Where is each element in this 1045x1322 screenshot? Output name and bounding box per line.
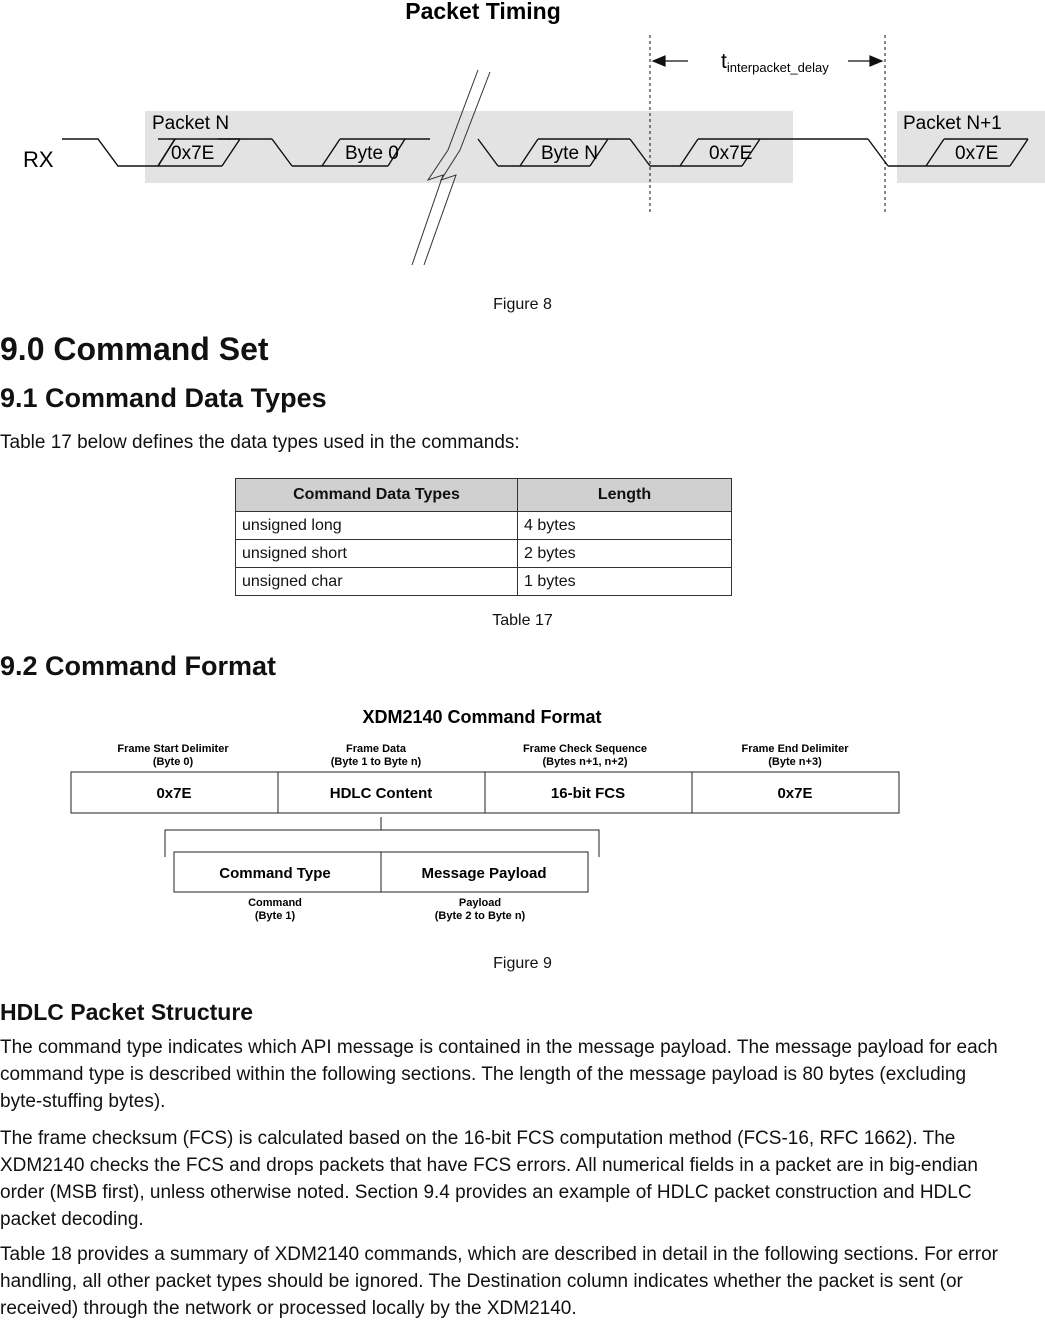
table-cell: unsigned long — [236, 512, 518, 540]
field-sublabel: (Bytes n+1, n+2) — [542, 756, 628, 768]
packet-n-label: Packet N — [152, 113, 230, 134]
delay-label-main: t — [721, 50, 727, 73]
hdlc-paragraph-1: The command type indicates which API message is contained in the message payload. The message payload for each command type is described within the following sections. The length of the message payload is 80 bytes (excluding byte-stuffing bytes). — [0, 1037, 998, 1112]
table-row — [236, 540, 732, 568]
inner-sublabel: (Byte 2 to Byte n) — [434, 910, 526, 922]
hdlc-paragraph-2: The frame checksum (FCS) is calculated based on the 16-bit FCS computation method (FCS-16, RFC 1662). The XDM2140 checks the FCS and drops packets that have FCS errors. All numerical fields in a packet are in big-endian order (MSB first), unless otherwise noted. Section 9.4 provides an example of HDLC packet construction and HDLC packet decoding. — [0, 1128, 978, 1230]
field-label: Frame Start Delimiter — [117, 743, 229, 755]
command-format-title: XDM2140 Command Format — [362, 707, 602, 727]
inner-label: Payload — [458, 897, 502, 909]
packet-timing-diagram — [0, 0, 1045, 290]
field-sublabel: (Byte 0) — [152, 756, 194, 768]
column-header: Command Data Types — [236, 479, 518, 512]
table-cell: 2 bytes — [518, 540, 732, 568]
table-row — [236, 512, 732, 540]
packet-n-end-delimiter: 0x7E — [709, 143, 753, 164]
message-payload-value: Message Payload — [421, 865, 547, 882]
packet-n1-start-delimiter: 0x7E — [955, 143, 999, 164]
byte-0-label: Byte 0 — [345, 143, 399, 164]
delay-label — [721, 50, 829, 75]
section-9-1-intro: Table 17 below defines the data types used in the commands: — [0, 432, 520, 453]
inner-label: Command — [248, 897, 302, 909]
section-9-2-title: 9.2 Command Format — [0, 651, 277, 681]
field-sublabel: (Byte 1 to Byte n) — [330, 756, 422, 768]
table-cell: unsigned short — [236, 540, 518, 568]
byte-n-label: Byte N — [541, 143, 599, 164]
field-label: Frame Data — [346, 743, 406, 755]
delay-label-sub: interpacket_delay — [726, 60, 829, 75]
timing-title: Packet Timing — [405, 0, 561, 24]
table-cell: unsigned char — [236, 568, 518, 596]
command-format-diagram — [0, 700, 1045, 940]
figure-8-caption: Figure 8 — [493, 296, 552, 313]
frame-end-value: 0x7E — [777, 785, 813, 802]
fcs-value: 16-bit FCS — [550, 785, 626, 802]
rx-label: RX — [23, 147, 54, 172]
packet-n1-label: Packet N+1 — [903, 113, 1002, 134]
table-row — [236, 568, 732, 596]
table-17-caption: Table 17 — [492, 612, 553, 629]
command-type-value: Command Type — [219, 865, 331, 882]
expansion-bracket — [165, 817, 599, 857]
table-17 — [235, 478, 732, 596]
table-cell: 4 bytes — [518, 512, 732, 540]
figure-9-caption: Figure 9 — [493, 955, 552, 972]
hdlc-paragraph-3: Table 18 provides a summary of XDM2140 commands, which are described in detail in the following sections. For error handling, all other packet types should be ignored. The Destination column indicates whether the packet is sent (or received) through the network or processed locally by the XDM2140. — [0, 1244, 998, 1319]
section-9-1-title: 9.1 Command Data Types — [0, 383, 327, 413]
field-label: Frame End Delimiter — [741, 743, 849, 755]
column-header: Length — [518, 479, 732, 512]
section-9-title: 9.0 Command Set — [0, 331, 269, 367]
inner-sublabel: (Byte 1) — [254, 910, 296, 922]
field-sublabel: (Byte n+3) — [768, 756, 822, 768]
table-header-row — [236, 479, 732, 512]
hdlc-section-title: HDLC Packet Structure — [0, 999, 254, 1025]
frame-data-value: HDLC Content — [329, 785, 433, 802]
packet-n-start-delimiter: 0x7E — [171, 143, 215, 164]
table-cell: 1 bytes — [518, 568, 732, 596]
frame-start-value: 0x7E — [156, 785, 192, 802]
field-label: Frame Check Sequence — [522, 743, 648, 755]
